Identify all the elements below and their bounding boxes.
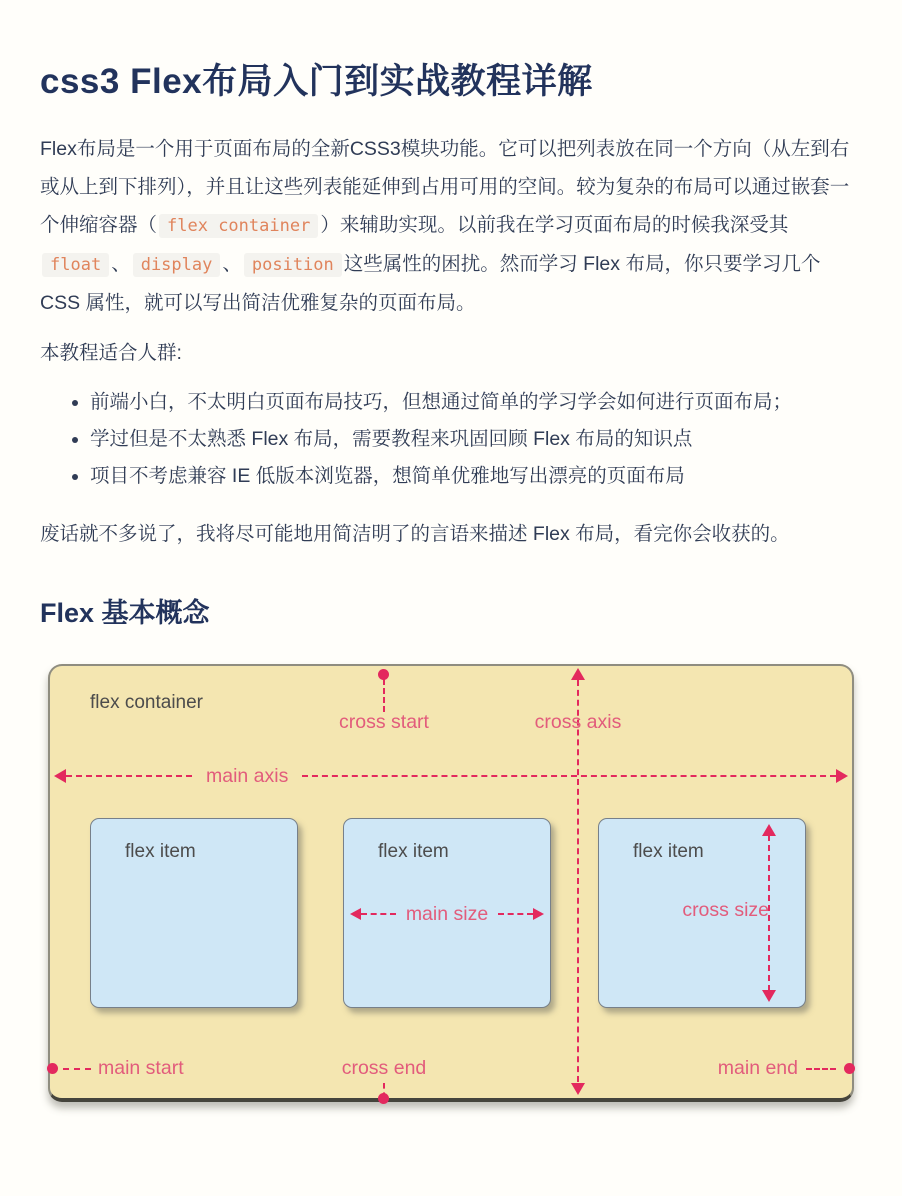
main-end-line [806, 1068, 836, 1070]
main-start-label: main start [98, 1057, 184, 1079]
audience-list [40, 384, 862, 495]
cross-axis-up-arrow-icon [571, 668, 585, 680]
intro-paragraph [40, 130, 862, 322]
intro-text-4: 、 [222, 253, 242, 275]
main-axis-right-arrow-icon [836, 769, 848, 783]
flex-item-box [343, 818, 551, 1008]
intro-text-2: ）来辅助实现。以前我在学习页面布局的时候我深受其 [320, 214, 789, 236]
cross-size-label: cross size [682, 899, 769, 921]
main-axis-dash-left [66, 775, 192, 777]
list-item: • 项目不考虑兼容 IE 低版本浏览器，想简单优雅地写出漂亮的页面布局 [90, 458, 862, 495]
main-size-arrow [350, 903, 544, 925]
inline-code-flex-container: flex container [159, 214, 318, 238]
cross-axis-label: cross axis [534, 711, 622, 733]
cross-size-down-arrow-icon [762, 990, 776, 1002]
cross-start-label: cross start [339, 711, 429, 733]
main-end-dot-icon [844, 1063, 855, 1074]
inline-code-position: position [244, 253, 342, 277]
flex-container-label: flex container [90, 692, 204, 713]
intro-text-5: 这些属性的困扰。然而学习 Flex 布局，你只要学习几个 CSS 属性，就可以写出简洁优雅复杂的页面布局。 [40, 253, 821, 314]
inline-code-float: float [42, 253, 109, 277]
cross-end-label: cross end [341, 1057, 427, 1079]
flex-item-label: flex item [378, 841, 449, 862]
flex-item-box [598, 818, 806, 1008]
main-axis-dash-right [302, 775, 836, 777]
list-item: • 学过但是不太熟悉 Flex 布局，需要教程来巩固回顾 Flex 布局的知识点 [90, 421, 862, 458]
cross-end-dot-icon [378, 1093, 389, 1104]
main-axis-line [54, 765, 848, 787]
main-size-dash-left [361, 913, 396, 915]
main-axis-left-arrow-icon [54, 769, 66, 783]
intro-text-1: Flex布局是一个用于页面布局的全新CSS3模块功能。它可以把列表放在同一个方向（从左到右或从上到下排列），并且让这些列表能延伸到占用可用的空间。较为复杂的布局可以通过嵌套一个伸缩容器（ [40, 138, 850, 236]
main-start-dot-icon [47, 1063, 58, 1074]
flex-diagram [48, 664, 854, 1102]
main-axis-label: main axis [206, 764, 289, 787]
cross-axis-down-arrow-icon [571, 1083, 585, 1095]
flex-item-label: flex item [633, 841, 704, 862]
main-size-left-arrow-icon [350, 908, 361, 920]
main-start-line [63, 1068, 91, 1070]
main-end-label: main end [717, 1057, 798, 1079]
section-heading: Flex 基本概念 [40, 598, 210, 628]
main-size-right-arrow-icon [533, 908, 544, 920]
flex-item-box [90, 818, 298, 1008]
audience-heading: 本教程适合人群: [40, 342, 182, 364]
list-item: • 前端小白，不太明白页面布局技巧，但想通过简单的学习学会如何进行页面布局； [90, 384, 862, 421]
cross-start-line [383, 679, 385, 712]
page-title: css3 Flex布局入门到实战教程详解 [40, 62, 593, 101]
inline-code-display: display [133, 253, 221, 277]
closing-paragraph: 废话就不多说了，我将尽可能地用简洁明了的言语来描述 Flex 布局，看完你会收获的。 [40, 523, 790, 545]
main-size-label: main size [405, 902, 489, 925]
main-size-dash-right [498, 913, 533, 915]
flex-item-label: flex item [125, 841, 196, 862]
cross-axis-line [577, 680, 579, 1082]
cross-size-up-arrow-icon [762, 824, 776, 836]
intro-text-3: 、 [111, 253, 131, 275]
